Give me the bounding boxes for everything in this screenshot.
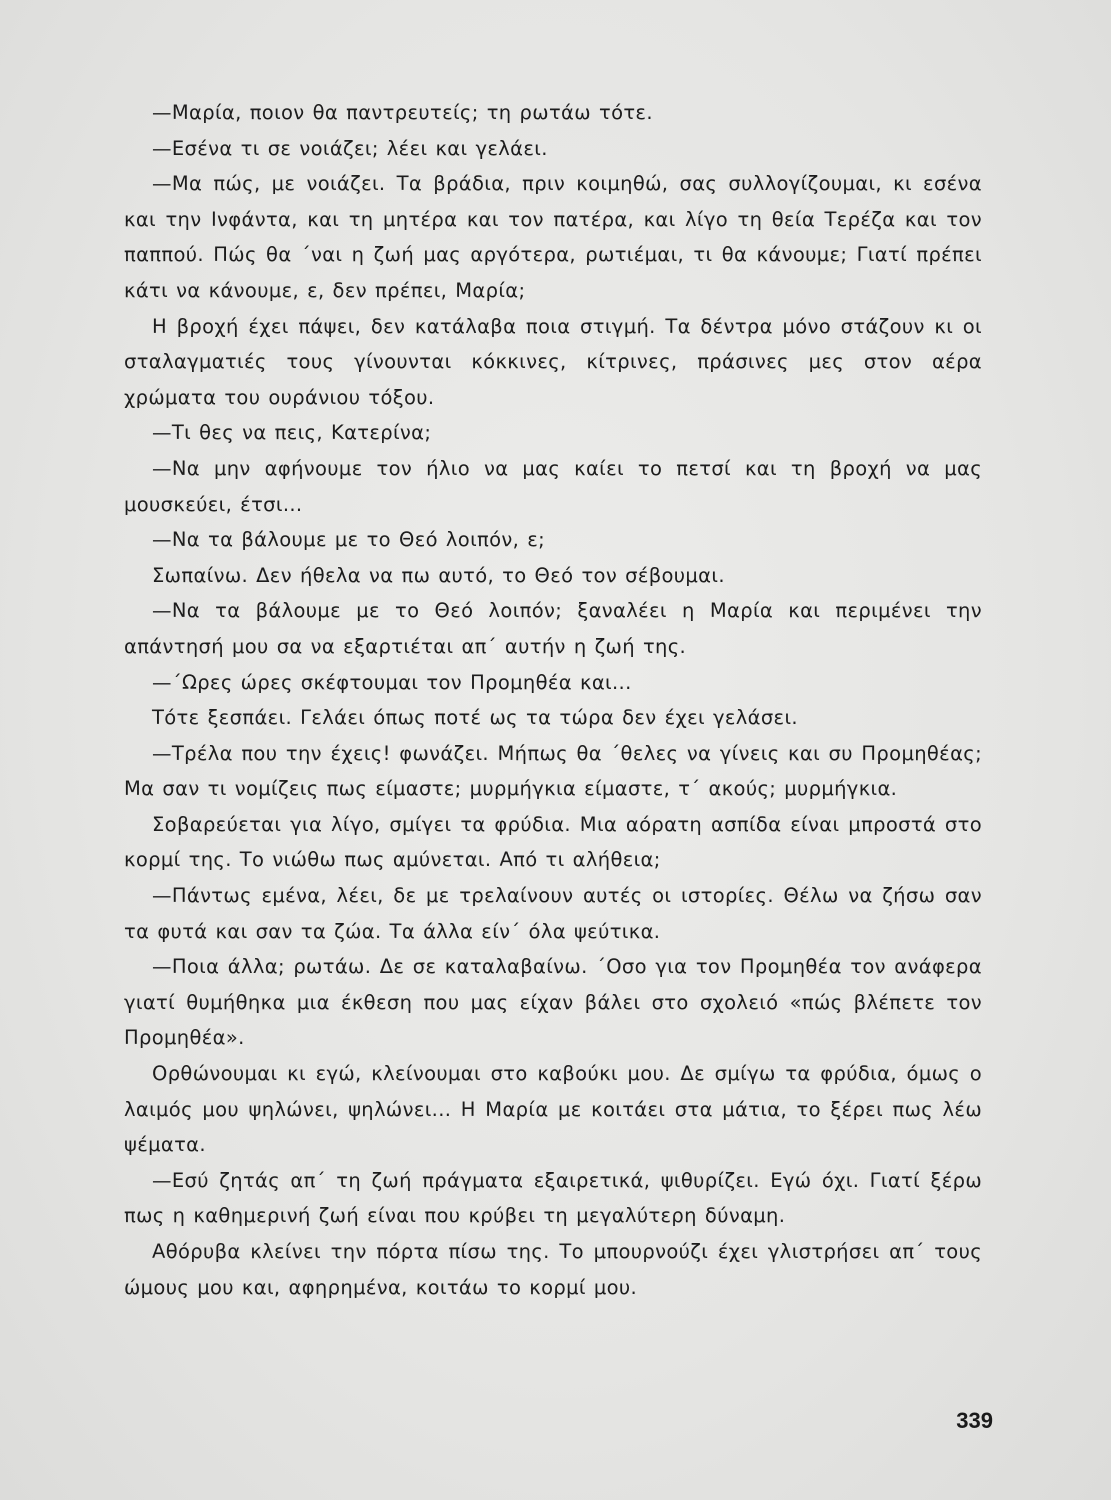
paragraph: —Εσύ ζητάς απ΄ τη ζωή πράγματα εξαιρετικά, ψιθυρίζει. Εγώ όχι. Γιατί ξέρω πως η καθημερινή ζωή είναι που κρύβει τη μεγαλύτερη δύναμη. [124, 1168, 982, 1228]
paragraph: —Μαρία, ποιον θα παντρευτείς; τη ρωτάω τότε. [152, 101, 653, 124]
paragraph: Σοβαρεύεται για λίγο, σμίγει τα φρύδια. Μια αόρατη ασπίδα είναι μπροστά στο κορμί της. Το νιώθω πως αμύνεται. Από τι αλήθεια; [124, 812, 982, 872]
paragraph: —Να μην αφήνουμε τον ήλιο να μας καίει το πετσί και τη βροχή να μας μουσκεύει, έτσι... [124, 456, 982, 516]
page-number: 339 [956, 1408, 993, 1433]
body-text [124, 95, 982, 1305]
paragraph: —Να τα βάλουμε με το Θεό λοιπόν; ξαναλέει η Μαρία και περιμένει την απάντησή μου σα να εξαρτιέται απ΄ αυτήν η ζωή της. [124, 599, 982, 658]
paragraph: Ορθώνουμαι κι εγώ, κλείνουμαι στο καβούκι μου. Δε σμίγω τα φρύδια, όμως ο λαιμός μου ψηλώνει, ψηλώνει... Η Μαρία με κοιτάει στα μάτια, το ξέρει πως λέω ψέματα. [124, 1062, 982, 1157]
paragraph: Η βροχή έχει πάψει, δεν κατάλαβα ποια στιγμή. Τα δέντρα μόνο στάζουν κι οι σταλαγματιές τους γίνουνται κόκκινες, κίτρινες, πράσινες μες στον αέρα χρώματα του ουράνιου τόξου. [124, 314, 982, 409]
paragraph: —Να τα βάλουμε με το Θεό λοιπόν, ε; [152, 528, 546, 552]
paragraph: Σωπαίνω. Δεν ήθελα να πω αυτό, το Θεό τον σέβουμαι. [152, 563, 725, 587]
paragraph: —΄Ωρες ώρες σκέφτουμαι τον Προμηθέα και... [152, 670, 632, 694]
paragraph: —Πάντως εμένα, λέει, δε με τρελαίνουν αυτές οι ιστορίες. Θέλω να ζήσω σαν τα φυτά και σαν τα ζώα. Τα άλλα είν΄ όλα ψεύτικα. [124, 884, 982, 943]
paragraph: —Μα πώς, με νοιάζει. Τα βράδια, πριν κοιμηθώ, σας συλλογίζουμαι, κι εσένα και την Ινφάντα, και τη μητέρα και τον πατέρα, και λίγο τη θεία Τερέζα και τον παππού. Πώς θα ΄ναι η ζωή μας αργότερα, ρωτιέμαι, τι θα κάνουμε; Γιατί πρέπει κάτι να κάνουμε, ε, δεν πρέπει, Μαρία; [124, 172, 982, 302]
paragraph: —Ποια άλλα; ρωτάω. Δε σε καταλαβαίνω. ΄Οσο για τον Προμηθέα τον ανάφερα γιατί θυμήθηκα μια έκθεση που μας είχαν βάλει στο σχολειό «πώς βλέπετε τον Προμηθέα». [124, 955, 982, 1050]
paragraph: —Τι θες να πεις, Κατερίνα; [152, 421, 432, 445]
paragraph: Αθόρυβα κλείνει την πόρτα πίσω της. Το μπουρνούζι έχει γλιστρήσει απ΄ τους ώμους μου και, αφηρημένα, κοιτάω το κορμί μου. [124, 1240, 982, 1299]
paragraph: —Εσένα τι σε νοιάζει; λέει και γελάει. [152, 136, 548, 160]
paragraph: Τότε ξεσπάει. Γελάει όπως ποτέ ως τα τώρα δεν έχει γελάσει. [152, 706, 798, 730]
paragraph: —Τρέλα που την έχεις! φωνάζει. Μήπως θα ΄θελες να γίνεις και συ Προμηθέας; Μα σαν τι νομίζεις πως είμαστε; μυρμήγκια είμαστε, τ΄ ακούς; μυρμήγκια. [124, 741, 982, 801]
